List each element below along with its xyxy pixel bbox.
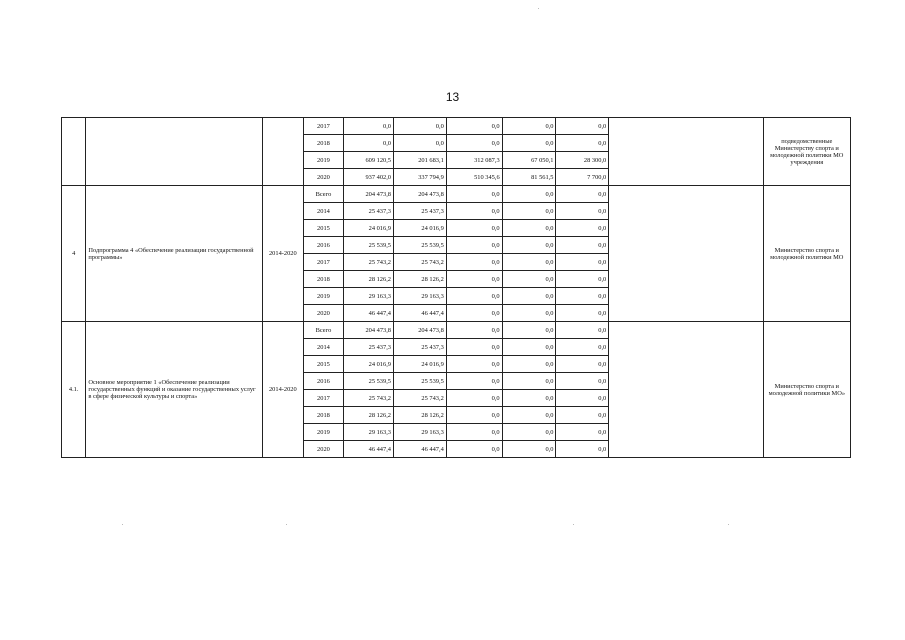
amount-cell: 0,0: [556, 305, 609, 322]
amount-cell: 0,0: [502, 305, 556, 322]
year-cell: 2019: [303, 288, 344, 305]
amount-cell: 0,0: [446, 339, 502, 356]
year-cell: 2020: [303, 441, 344, 458]
table-row: [62, 186, 851, 203]
amount-cell: 28 126,2: [394, 407, 447, 424]
amount-cell: 0,0: [556, 135, 609, 152]
amount-cell: 204 473,8: [394, 322, 447, 339]
amount-cell: 937 402,0: [344, 169, 394, 186]
amount-cell: 0,0: [446, 424, 502, 441]
amount-cell: 0,0: [502, 339, 556, 356]
amount-cell: 0,0: [556, 356, 609, 373]
item-period: 2014-2020: [263, 186, 304, 322]
amount-cell: 0,0: [446, 254, 502, 271]
amount-cell: 0,0: [502, 407, 556, 424]
amount-cell: 0,0: [556, 118, 609, 135]
amount-cell: 24 016,9: [344, 220, 394, 237]
amount-cell: 0,0: [556, 288, 609, 305]
item-period: 2014-2020: [263, 322, 304, 458]
amount-cell: 24 016,9: [394, 356, 447, 373]
amount-cell: 25 743,2: [394, 390, 447, 407]
page-number: 13: [445, 90, 460, 104]
amount-cell: 0,0: [502, 203, 556, 220]
amount-cell: 0,0: [446, 441, 502, 458]
amount-cell: 0,0: [344, 118, 394, 135]
amount-cell: 0,0: [502, 356, 556, 373]
amount-cell: 29 163,3: [344, 288, 394, 305]
amount-cell: 25 437,3: [394, 203, 447, 220]
amount-cell: 0,0: [502, 186, 556, 203]
amount-cell: 28 126,2: [344, 271, 394, 288]
amount-cell: 0,0: [394, 135, 447, 152]
amount-cell: 609 120,5: [344, 152, 394, 169]
item-period: [263, 118, 304, 186]
result-cell: [609, 118, 763, 186]
amount-cell: 0,0: [394, 118, 447, 135]
item-number: 4.1.: [62, 322, 86, 458]
amount-cell: 28 300,0: [556, 152, 609, 169]
year-cell: 2019: [303, 424, 344, 441]
amount-cell: 0,0: [344, 135, 394, 152]
amount-cell: 25 743,2: [344, 254, 394, 271]
amount-cell: 0,0: [556, 407, 609, 424]
amount-cell: 0,0: [446, 407, 502, 424]
budget-table: [61, 117, 851, 458]
amount-cell: 25 437,3: [344, 339, 394, 356]
amount-cell: 25 743,2: [344, 390, 394, 407]
year-cell: 2017: [303, 118, 344, 135]
result-cell: [609, 322, 763, 458]
year-cell: 2015: [303, 220, 344, 237]
year-cell: 2020: [303, 305, 344, 322]
item-name: Основное мероприятие 1 «Обеспечение реализации государственных функций и оказание государственных услуг в сфере физической культуры и спорта»: [86, 322, 263, 458]
year-cell: 2019: [303, 152, 344, 169]
result-cell: [609, 186, 763, 322]
amount-cell: 0,0: [556, 322, 609, 339]
amount-cell: 204 473,8: [344, 322, 394, 339]
amount-cell: 46 447,4: [344, 441, 394, 458]
amount-cell: 67 050,1: [502, 152, 556, 169]
amount-cell: 0,0: [502, 390, 556, 407]
amount-cell: 0,0: [502, 237, 556, 254]
amount-cell: 0,0: [502, 271, 556, 288]
amount-cell: 29 163,3: [394, 288, 447, 305]
amount-cell: 0,0: [446, 322, 502, 339]
year-cell: Всего: [303, 186, 344, 203]
amount-cell: 0,0: [556, 441, 609, 458]
amount-cell: 25 539,5: [344, 237, 394, 254]
amount-cell: 0,0: [502, 322, 556, 339]
amount-cell: 201 683,1: [394, 152, 447, 169]
executor-cell: Министерство спорта и молодежной политики МО»: [763, 322, 850, 458]
table-row: [62, 118, 851, 135]
item-name: Подпрограмма 4 «Обеспечение реализации государственной программы»: [86, 186, 263, 322]
amount-cell: 312 087,3: [446, 152, 502, 169]
year-cell: 2014: [303, 203, 344, 220]
year-cell: 2016: [303, 373, 344, 390]
amount-cell: 0,0: [446, 356, 502, 373]
year-cell: 2020: [303, 169, 344, 186]
amount-cell: 0,0: [502, 441, 556, 458]
amount-cell: 7 700,0: [556, 169, 609, 186]
year-cell: 2015: [303, 356, 344, 373]
amount-cell: 25 743,2: [394, 254, 447, 271]
year-cell: 2018: [303, 271, 344, 288]
amount-cell: 0,0: [556, 373, 609, 390]
amount-cell: 28 126,2: [394, 271, 447, 288]
year-cell: 2018: [303, 407, 344, 424]
amount-cell: 0,0: [556, 254, 609, 271]
amount-cell: 29 163,3: [394, 424, 447, 441]
amount-cell: 24 016,9: [344, 356, 394, 373]
amount-cell: 204 473,8: [394, 186, 447, 203]
amount-cell: 0,0: [556, 220, 609, 237]
amount-cell: 0,0: [446, 288, 502, 305]
item-number: 4: [62, 186, 86, 322]
amount-cell: 0,0: [502, 220, 556, 237]
executor-cell: подведомственные Министерству спорта и молодежной политики МО учреждения: [763, 118, 850, 186]
item-name: [86, 118, 263, 186]
amount-cell: 0,0: [502, 288, 556, 305]
amount-cell: 0,0: [556, 237, 609, 254]
amount-cell: 46 447,4: [394, 305, 447, 322]
amount-cell: 0,0: [556, 339, 609, 356]
amount-cell: 0,0: [446, 390, 502, 407]
amount-cell: 0,0: [502, 373, 556, 390]
amount-cell: 0,0: [446, 118, 502, 135]
year-cell: 2014: [303, 339, 344, 356]
amount-cell: 0,0: [446, 135, 502, 152]
item-number: [62, 118, 86, 186]
amount-cell: 81 561,5: [502, 169, 556, 186]
executor-cell: Министерство спорта и молодежной политики МО: [763, 186, 850, 322]
amount-cell: 0,0: [502, 424, 556, 441]
amount-cell: 0,0: [556, 271, 609, 288]
amount-cell: 25 539,5: [344, 373, 394, 390]
amount-cell: 0,0: [446, 237, 502, 254]
amount-cell: 25 437,3: [394, 339, 447, 356]
amount-cell: 0,0: [502, 254, 556, 271]
year-cell: 2016: [303, 237, 344, 254]
amount-cell: 0,0: [556, 424, 609, 441]
amount-cell: 0,0: [556, 390, 609, 407]
year-cell: Всего: [303, 322, 344, 339]
amount-cell: 29 163,3: [344, 424, 394, 441]
amount-cell: 0,0: [446, 373, 502, 390]
amount-cell: 510 345,6: [446, 169, 502, 186]
amount-cell: 25 539,5: [394, 373, 447, 390]
amount-cell: 0,0: [446, 271, 502, 288]
amount-cell: 0,0: [556, 203, 609, 220]
amount-cell: 46 447,4: [394, 441, 447, 458]
amount-cell: 25 539,5: [394, 237, 447, 254]
amount-cell: 0,0: [502, 118, 556, 135]
amount-cell: 0,0: [556, 186, 609, 203]
amount-cell: 0,0: [446, 305, 502, 322]
amount-cell: 0,0: [446, 220, 502, 237]
amount-cell: 0,0: [502, 135, 556, 152]
amount-cell: 25 437,3: [344, 203, 394, 220]
year-cell: 2017: [303, 254, 344, 271]
year-cell: 2017: [303, 390, 344, 407]
amount-cell: 204 473,8: [344, 186, 394, 203]
amount-cell: 24 016,9: [394, 220, 447, 237]
amount-cell: 0,0: [446, 203, 502, 220]
table-row: [62, 322, 851, 339]
amount-cell: 337 794,9: [394, 169, 447, 186]
amount-cell: 0,0: [446, 186, 502, 203]
amount-cell: 46 447,4: [344, 305, 394, 322]
amount-cell: 28 126,2: [344, 407, 394, 424]
year-cell: 2018: [303, 135, 344, 152]
